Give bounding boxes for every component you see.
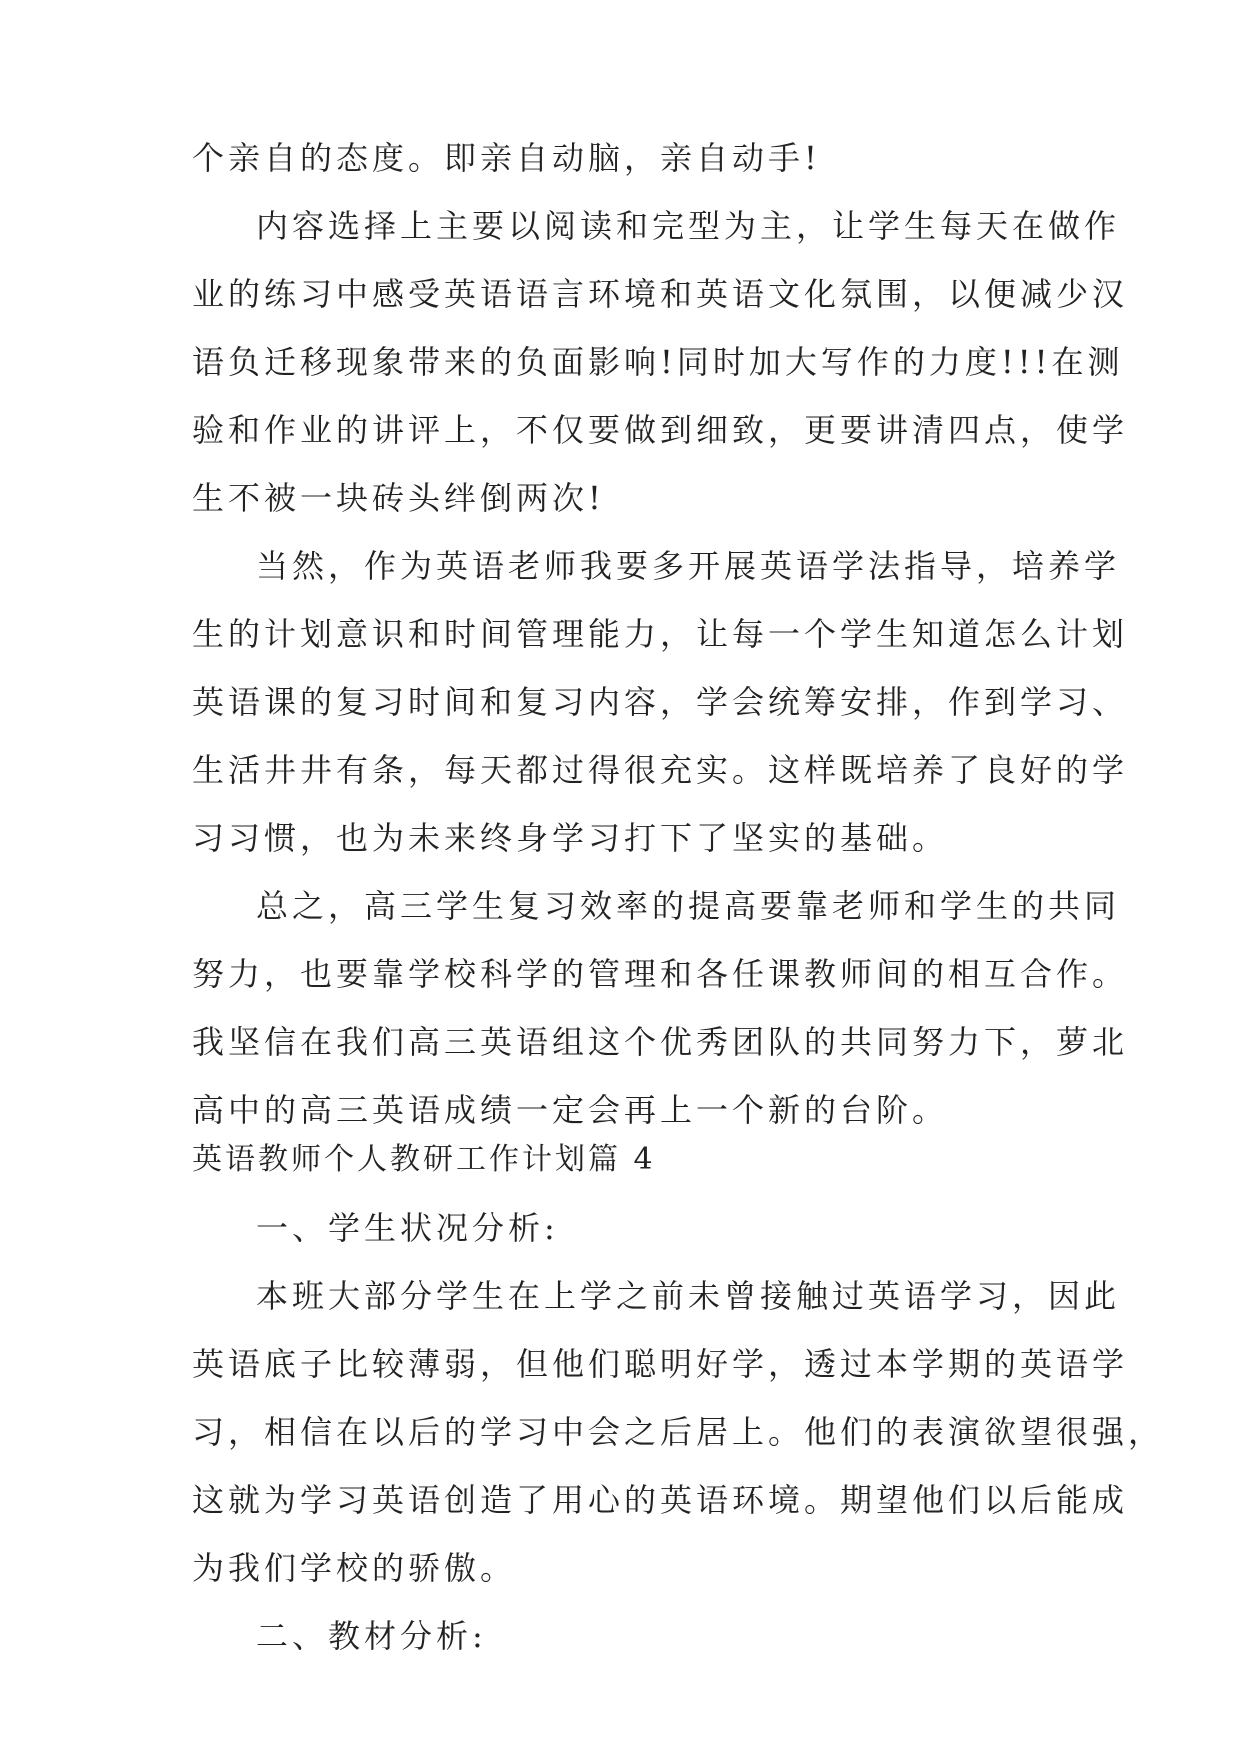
- text-line: 个亲自的态度。即亲自动脑，亲自动手!: [192, 139, 821, 177]
- text-line: 英语底子比较薄弱，但他们聪明好学，透过本学期的英语学: [192, 1345, 1129, 1383]
- text-line: 英语课的复习时间和复习内容，学会统筹安排，作到学习、: [192, 683, 1129, 721]
- text-line: 为我们学校的骄傲。: [192, 1549, 517, 1587]
- paragraph-start-line: 总之，高三学生复习效率的提高要靠老师和学生的共同: [256, 887, 1121, 925]
- section-title: 英语教师个人教研工作计划篇 4: [192, 1142, 656, 1177]
- text-line: 习，相信在以后的学习中会之后居上。他们的表演欲望很强，: [192, 1413, 1165, 1451]
- paragraph-start-line: 当然，作为英语老师我要多开展英语学法指导，培养学: [256, 547, 1121, 585]
- text-line: 我坚信在我们高三英语组这个优秀团队的共同努力下，萝北: [192, 1023, 1129, 1061]
- text-line: 努力，也要靠学校科学的管理和各任课教师间的相互合作。: [192, 955, 1129, 993]
- subheading-line: 二、教材分析:: [256, 1617, 487, 1655]
- body-text-block-2: [192, 1194, 1165, 1670]
- section-heading-block: [192, 1126, 1052, 1194]
- text-line: 生的计划意识和时间管理能力，让每一个学生知道怎么计划: [192, 615, 1129, 653]
- text-line: 习习惯，也为未来终身学习打下了坚实的基础。: [192, 819, 949, 857]
- text-line: 业的练习中感受英语语言环境和英语文化氛围，以便减少汉: [192, 275, 1129, 313]
- paragraph-start-line: 内容选择上主要以阅读和完型为主，让学生每天在做作: [256, 207, 1121, 245]
- text-line: 语负迁移现象带来的负面影响!同时加大写作的力度!!!在测: [192, 343, 1124, 381]
- paragraph-start-line: 本班大部分学生在上学之前未曾接触过英语学习，因此: [256, 1277, 1121, 1315]
- text-line: 生不被一块砖头绊倒两次!: [192, 479, 605, 517]
- subheading-line: 一、学生状况分析:: [256, 1209, 559, 1247]
- text-line: 高中的高三英语成绩一定会再上一个新的台阶。: [192, 1091, 949, 1129]
- text-line: 这就为学习英语创造了用心的英语环境。期望他们以后能成: [192, 1481, 1129, 1519]
- text-line: 生活井井有条，每天都过得很充实。这样既培养了良好的学: [192, 751, 1129, 789]
- text-line: 验和作业的讲评上，不仅要做到细致，更要讲清四点，使学: [192, 411, 1129, 449]
- body-text-block-1: [192, 124, 1129, 1144]
